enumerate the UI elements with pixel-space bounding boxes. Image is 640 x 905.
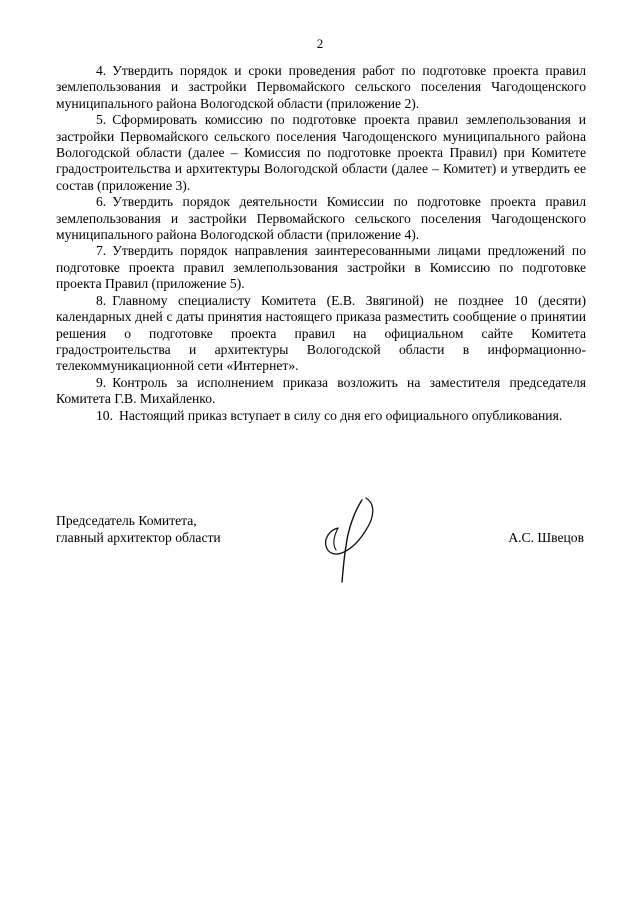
- paragraph-number: 10.: [96, 407, 113, 423]
- signatory-title-line1: Председатель Комитета,: [56, 513, 197, 528]
- paragraph-number: 7.: [96, 243, 107, 259]
- signature-block: [56, 510, 586, 590]
- handwritten-signature: [318, 496, 388, 586]
- paragraph-number: 8.: [96, 292, 107, 308]
- paragraph-8: [56, 293, 586, 375]
- paragraph-text: Утвердить порядок направления заинтересованными лицами предложений по подготовке проекта правил землепользования застройки в Комиссию по подготовке проекта Правил (приложение 5).: [56, 243, 586, 292]
- signatory-title: [56, 512, 221, 546]
- paragraph-number: 5.: [96, 112, 107, 128]
- paragraph-text: Утвердить порядок и сроки проведения работ по подготовке проекта правил землепользования и застройки Первомайского сельского поселения Чагодощенского муниципального района Вологодской области (приложение 2).: [56, 63, 586, 111]
- document-body: [56, 63, 586, 424]
- paragraph-5: [56, 112, 586, 194]
- page-number: 2: [316, 36, 324, 51]
- paragraph-text: Сформировать комиссию по подготовке проекта правил землепользования и застройки Первомайского сельского поселения Чагодощенского муниципального района Вологодской области (далее – Комиссия по подготовке проекта Правил) при Комитете градостроительства и архитектуры Вологодской области (далее – Комитет) и утвердить ее состав (приложение 3).: [56, 112, 586, 193]
- signatory-name: А.С. Швецов: [508, 530, 584, 545]
- paragraph-text: Утвердить порядок деятельности Комиссии по подготовке проекта правил землепользования и застройки Первомайского сельского поселения Чагодощенского муниципального района Вологодской области (приложение 4).: [56, 194, 586, 243]
- paragraph-number: 6.: [96, 194, 107, 210]
- paragraph-10: [56, 408, 586, 424]
- paragraph-number: 4.: [96, 63, 107, 78]
- paragraph-text: Контроль за исполнением приказа возложить на заместителя председателя Комитета Г.В. Михайленко.: [56, 374, 586, 407]
- paragraph-text: Настоящий приказ вступает в силу со дня его официального опубликования.: [119, 407, 563, 423]
- paragraph-7: [56, 243, 586, 292]
- signatory-title-line2: главный архитектор области: [56, 530, 221, 545]
- paragraph-9: [56, 375, 586, 408]
- paragraph-6: [56, 194, 586, 243]
- paragraph-4: [56, 63, 586, 112]
- paragraph-number: 9.: [96, 374, 107, 390]
- paragraph-text: Главному специалисту Комитета (Е.В. Звягиной) не позднее 10 (десяти) календарных дней с даты принятия настоящего приказа разместить сообщение о принятии решения о подготовке проекта правил на официальном сайте Комитета градостроительства и архитектуры Вологодской области в информационно-телекоммуникационной сети «Интернет».: [56, 292, 586, 374]
